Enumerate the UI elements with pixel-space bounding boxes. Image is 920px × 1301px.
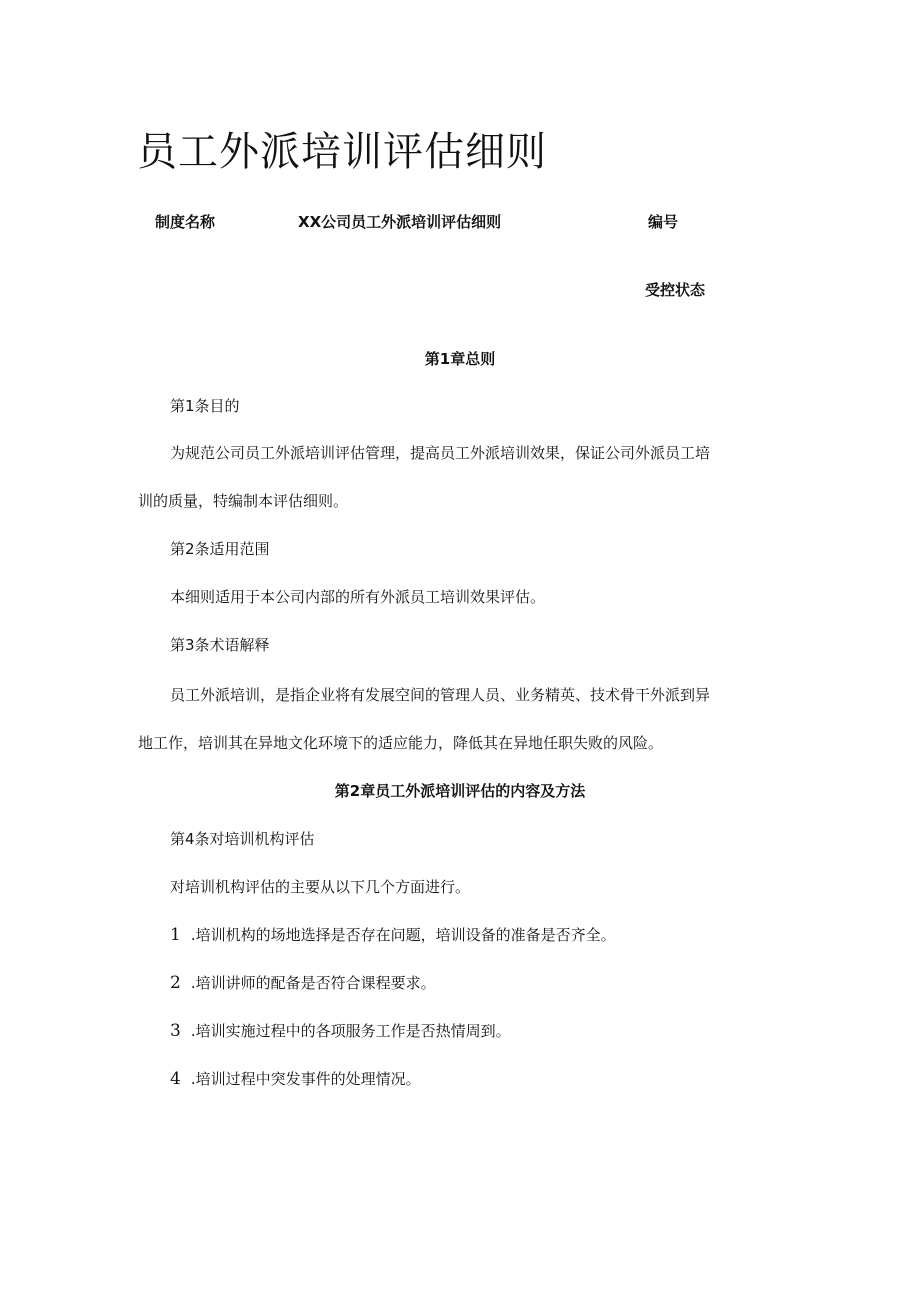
article-1-title: 第1条目的	[170, 397, 240, 415]
article-4-title: 第4条对培训机构评估	[170, 830, 315, 848]
document-title: 员工外派培训评估细则	[137, 129, 547, 175]
list-item-number: 1	[170, 925, 181, 945]
meta-name-label: 制度名称	[155, 213, 216, 231]
article-1-line-1: 为规范公司员工外派培训评估管理，提高员工外派培训效果，保证公司外派员工培	[170, 444, 711, 462]
list-item-number: 3	[170, 1021, 181, 1041]
meta-name-value: XX公司员工外派培训评估细则	[298, 213, 502, 231]
article-3-line-2: 地工作，培训其在异地文化环境下的适应能力，降低其在异地任职失败的风险。	[138, 734, 664, 752]
article-2-text: 本细则适用于本公司内部的所有外派员工培训效果评估。	[170, 588, 546, 606]
meta-number-label: 编号	[648, 213, 679, 231]
article-1-line-2: 训的质量，特编制本评估细则。	[138, 492, 349, 510]
article-3-title: 第3条术语解释	[170, 636, 270, 654]
list-item-text: .培训实施过程中的各项服务工作是否热情周到。	[190, 1022, 511, 1040]
list-item-text: .培训过程中突发事件的处理情况。	[190, 1070, 421, 1088]
article-2-title: 第2条适用范围	[170, 540, 270, 558]
list-item	[170, 1068, 421, 1090]
list-item	[170, 972, 436, 994]
list-item-text: .培训机构的场地选择是否存在问题，培训设备的准备是否齐全。	[190, 926, 616, 944]
article-3-line-1: 员工外派培训，是指企业将有发展空间的管理人员、业务精英、技术骨干外派到异	[170, 686, 711, 704]
list-item-number: 2	[170, 973, 181, 993]
list-item	[170, 924, 616, 946]
article-4-intro: 对培训机构评估的主要从以下几个方面进行。	[170, 878, 471, 896]
chapter-1-heading: 第1章总则	[424, 350, 496, 368]
chapter-2-heading: 第2章员工外派培训评估的内容及方法	[334, 782, 586, 800]
list-item	[170, 1020, 511, 1042]
list-item-text: .培训讲师的配备是否符合课程要求。	[190, 974, 436, 992]
meta-status-label: 受控状态	[645, 281, 706, 299]
list-item-number: 4	[170, 1069, 181, 1089]
